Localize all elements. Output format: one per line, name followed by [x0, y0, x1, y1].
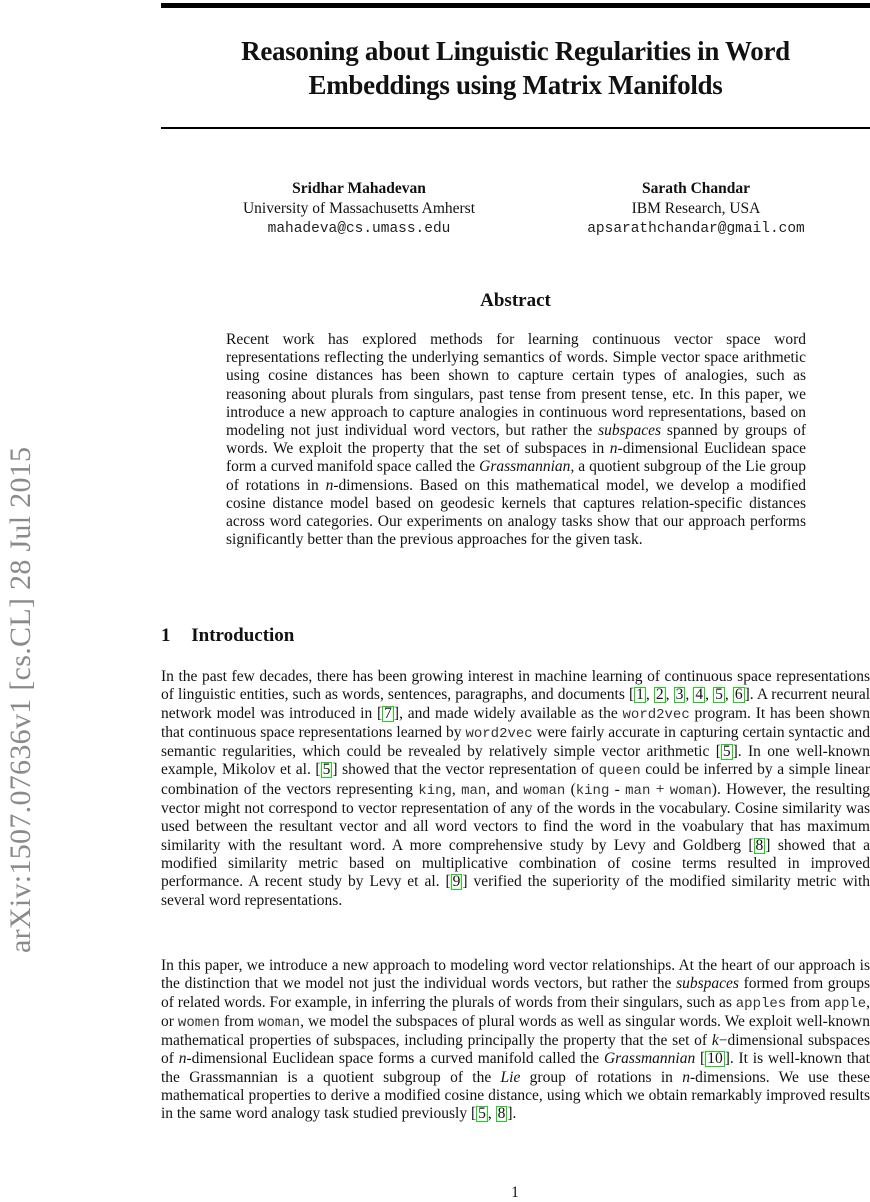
title-line-1: Reasoning about Linguistic Regularities in Word [241, 36, 790, 66]
code-term: apple [824, 995, 867, 1012]
top-rule [161, 3, 870, 8]
code-term: king [418, 782, 452, 799]
code-term: man [625, 782, 651, 799]
emphasis-text: n [325, 476, 334, 494]
code-term: women [177, 1014, 220, 1031]
citation-link-3[interactable]: 3 [675, 686, 684, 704]
code-term: apples [735, 995, 787, 1012]
intro-paragraph-1: In the past few decades, there has been growing interest in machine learning of continuous space representations of linguistic entities, such as words, sentences, paragraphs, and documents [ 1 , 2 , 3 , 4 , 5 , 6 ]. A recurrent neural network model was introduced in [ 7 ], and made widely available as the word2vec program. It has been shown that continuous space representations learned by word2vec were fairly accurate in capturing certain syntactic and semantic regularities, which could be revealed by relatively simple vector arithmetic [ 5 ]. In one well-known example, Mikolov et al. [ 5 ] showed that the vector representation of queen could be inferred by a simple linear combination of the vectors representing king, man, and woman (king - man + woman). However, the resulting vector might not correspond to vector representation of any of the words in the vocabulary. Cosine similarity was used between the resultant vector and all word vectors to find the word in the voabulary that has maximum similarity with the resultant word. A more comprehensive study by Levy and Goldberg [ 8 ] showed that a modified similarity metric based on multiplicative combination of cosine terms resulted in improved performance. A recent study by Levy et al. [ 9 ] verified the superiority of the modified similarity metric with several word representations. [161, 668, 870, 909]
author-name: Sarath Chandar [641, 180, 751, 197]
emphasis-text: subspaces [676, 975, 739, 993]
author-block [161, 179, 870, 243]
citation-link-5[interactable]: 5 [478, 1105, 486, 1123]
code-term: woman [669, 782, 712, 799]
code-term: queen [598, 763, 641, 780]
code-term: word2vec [465, 725, 533, 742]
citation-link-9[interactable]: 9 [452, 873, 461, 891]
citation-link-2[interactable]: 2 [655, 686, 664, 704]
emphasis-text: Grassmannian [479, 458, 571, 476]
emphasis-text: n [178, 1050, 187, 1068]
citation-link-10[interactable]: 10 [707, 1050, 723, 1068]
section-title: Introduction [191, 625, 295, 646]
author-name: Sridhar Mahadevan [292, 180, 426, 197]
citation-link-5[interactable]: 5 [322, 761, 331, 779]
author-email[interactable]: mahadeva@cs.umass.edu [267, 221, 451, 237]
abstract-heading: Abstract [480, 290, 551, 311]
author-affiliation: IBM Research, USA [631, 200, 761, 217]
citation-link-8[interactable]: 8 [497, 1105, 506, 1123]
emphasis-text: k [711, 1032, 719, 1050]
intro-paragraph-2: In this paper, we introduce a new approach to modeling word vector relationships. At the heart of our approach is the distinction that we model not just the individual words vectors, but rather the subspaces formed from groups of related words. For example, in inferring the plurals of words from their singulars, such as apples from apple, or women from woman, we model the subspaces of plural words as well as singular words. We exploit well-known mathematical properties of subspaces, including principally the property that the set of k−dimensional subspaces of n-dimensional Euclidean space forms a curved manifold called the Grassmannian [ 10 ]. It is well-known that the Grassmannian is a quotient subgroup of the Lie group of rotations in n-dimensions. We use these mathematical properties to derive a modified cosine distance, using which we obtain remarkably improved results in the same word analogy task studied previously [ 5 , 8 ]. [161, 957, 870, 1123]
emphasis-text: n [682, 1068, 690, 1086]
page-number: 1 [511, 1184, 519, 1201]
emphasis-text: n [609, 440, 618, 458]
arxiv-stamp[interactable]: arXiv:1507.07636v1 [cs.CL] 28 Jul 2015 [4, 446, 37, 953]
emphasis-text: Lie [500, 1068, 521, 1086]
citation-link-1[interactable]: 1 [636, 686, 644, 704]
emphasis-text: Grassmannian [603, 1050, 696, 1068]
code-term: man [461, 782, 487, 799]
author-email[interactable]: apsarathchandar@gmail.com [587, 221, 805, 237]
code-term: woman [523, 782, 566, 799]
title-bottom-rule [161, 127, 870, 129]
section-number: 1 [161, 625, 171, 646]
citation-link-6[interactable]: 6 [734, 686, 743, 704]
author-1 [209, 179, 509, 239]
code-term: woman [258, 1014, 301, 1031]
author-affiliation: University of Massachusetts Amherst [242, 200, 476, 217]
title-line-2: Embeddings using Matrix Manifolds [308, 70, 723, 100]
paper-title [161, 34, 870, 102]
author-2 [541, 179, 851, 239]
abstract-body: Recent work has explored methods for learning continuous vector space word representations reflecting the underlying semantics of words. Simple vector space arithmetic using cosine distances has been shown to capture certain types of analogies, such as reasoning about plurals from singulars, past tense from present tense, etc. In this paper, we introduce a new approach to capture analogies in continuous word representations, based on modeling not just individual word vectors, but rather the subspaces spanned by groups of words. We exploit the property that the set of subspaces in n-dimensional Euclidean space form a curved manifold space called the Grassmannian, a quotient subgroup of the Lie group of rotations in n-dimensions. Based on this mathematical model, we develop a modified cosine distance model based on geodesic kernels that captures relation-specific distances across word categories. Our experiments on analogy tasks show that our approach performs significantly better than the previous approaches for the given task. [226, 331, 806, 549]
citation-link-4[interactable]: 4 [695, 686, 704, 704]
emphasis-text: subspaces [598, 422, 661, 440]
citation-link-5[interactable]: 5 [715, 686, 723, 704]
code-term: word2vec [622, 706, 690, 723]
citation-link-8[interactable]: 8 [755, 836, 764, 854]
citation-link-7[interactable]: 7 [384, 704, 392, 722]
citation-link-5[interactable]: 5 [722, 743, 731, 761]
code-term: king [575, 782, 610, 799]
section-heading-introduction [161, 625, 294, 647]
